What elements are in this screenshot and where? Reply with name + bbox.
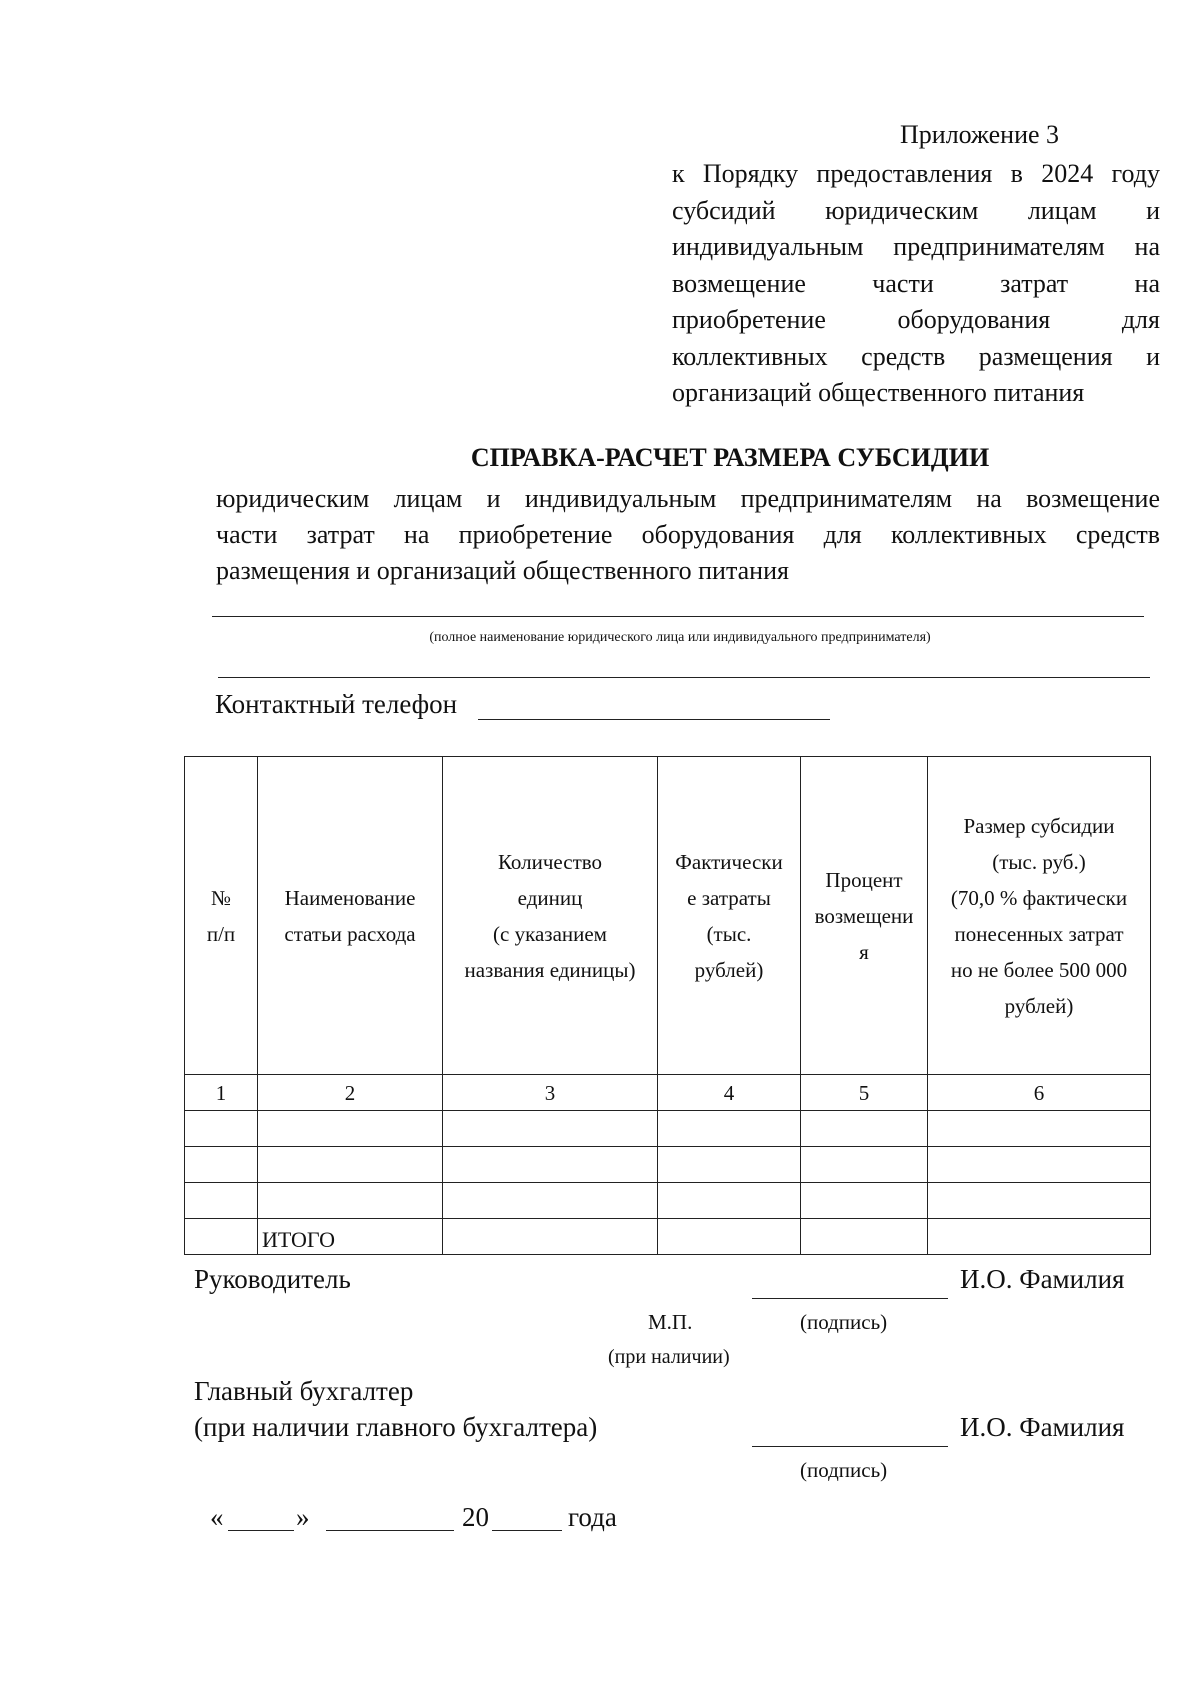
- stamp-note: (при наличии): [608, 1346, 730, 1368]
- contact-phone-label: Контактный телефон: [215, 689, 458, 719]
- table-row: [185, 1147, 1151, 1183]
- accountant-name: И.О. Фамилия: [960, 1412, 1125, 1442]
- column-number-row: [185, 1075, 1151, 1111]
- total-row: [185, 1219, 1151, 1255]
- table-cell[interactable]: [185, 1219, 258, 1255]
- table-cell[interactable]: [185, 1183, 258, 1219]
- header-cell-subsidy-amount: Размер субсидии (тыс. руб.) (70,0 % фактически понесенных затрат но не более 500 000 рублей): [928, 757, 1151, 1075]
- subtitle-line: юридическим лицам и индивидуальным предпринимателям на возмещение: [216, 484, 1160, 513]
- document-subtitle: [216, 482, 1160, 590]
- stamp-label: М.П.: [648, 1310, 693, 1334]
- date-close-quote: »: [296, 1502, 310, 1532]
- total-label: ИТОГО: [258, 1219, 443, 1255]
- table-cell[interactable]: [258, 1183, 443, 1219]
- table-cell[interactable]: [443, 1219, 658, 1255]
- column-number: 6: [928, 1075, 1151, 1111]
- date-open-quote: «: [210, 1502, 224, 1532]
- table-cell[interactable]: [258, 1147, 443, 1183]
- table-row: [185, 1183, 1151, 1219]
- header-cell-reimbursement-percent: Процент возмещени я: [801, 757, 928, 1075]
- appendix-line: организаций общественного питания: [672, 378, 1085, 407]
- date-year-field[interactable]: [492, 1530, 562, 1531]
- column-number: 2: [258, 1075, 443, 1111]
- table-cell[interactable]: [658, 1219, 801, 1255]
- table-cell[interactable]: [443, 1183, 658, 1219]
- head-signature-caption: (подпись): [800, 1310, 888, 1334]
- column-number: 3: [443, 1075, 658, 1111]
- table-header-row: [185, 757, 1151, 1075]
- table-cell[interactable]: [658, 1111, 801, 1147]
- table-cell[interactable]: [928, 1219, 1151, 1255]
- applicant-name-line-2[interactable]: [218, 677, 1150, 678]
- date-year-prefix: 20: [462, 1502, 489, 1532]
- column-number: 4: [658, 1075, 801, 1111]
- header-cell-actual-costs: Фактически е затраты (тыс. рублей): [658, 757, 801, 1075]
- header-cell-quantity: Количество единиц (с указанием названия единицы): [443, 757, 658, 1075]
- date-day-field[interactable]: [228, 1530, 294, 1531]
- table-cell[interactable]: [185, 1147, 258, 1183]
- subsidy-calculation-table: [184, 756, 1151, 1255]
- table-cell[interactable]: [928, 1111, 1151, 1147]
- appendix-line: приобретение оборудования для: [672, 305, 1160, 334]
- contact-phone-field[interactable]: [478, 719, 830, 720]
- table-cell[interactable]: [801, 1147, 928, 1183]
- date-month-field[interactable]: [326, 1530, 454, 1531]
- date-year-suffix: года: [568, 1502, 617, 1532]
- appendix-line: индивидуальным предпринимателям на: [672, 232, 1160, 261]
- table-cell[interactable]: [801, 1111, 928, 1147]
- head-label: Руководитель: [194, 1264, 351, 1294]
- table-cell[interactable]: [928, 1183, 1151, 1219]
- appendix-reference: [672, 156, 1160, 412]
- accountant-label: Главный бухгалтер: [194, 1376, 414, 1406]
- header-cell-number: № п/п: [185, 757, 258, 1075]
- accountant-note: (при наличии главного бухгалтера): [194, 1412, 598, 1442]
- head-name: И.О. Фамилия: [960, 1264, 1125, 1294]
- accountant-signature-line[interactable]: [752, 1446, 948, 1447]
- table-cell[interactable]: [658, 1147, 801, 1183]
- head-signature-line[interactable]: [752, 1298, 948, 1299]
- table-cell[interactable]: [928, 1147, 1151, 1183]
- document-title: СПРАВКА-РАСЧЕТ РАЗМЕРА СУБСИДИИ: [470, 443, 990, 472]
- table-cell[interactable]: [658, 1183, 801, 1219]
- appendix-line: субсидий юридическим лицам и: [672, 195, 1160, 225]
- table-cell[interactable]: [443, 1147, 658, 1183]
- appendix-title: Приложение 3: [900, 120, 1060, 149]
- accountant-signature-caption: (подпись): [800, 1458, 888, 1482]
- header-cell-expense-name: Наименование статьи расхода: [258, 757, 443, 1075]
- appendix-line: возмещение части затрат на: [672, 268, 1160, 298]
- subtitle-line: части затрат на приобретение оборудования для коллективных средств: [216, 520, 1160, 549]
- table-cell[interactable]: [185, 1111, 258, 1147]
- column-number: 1: [185, 1075, 258, 1111]
- subtitle-line: размещения и организаций общественного питания: [216, 556, 789, 585]
- table-cell[interactable]: [801, 1183, 928, 1219]
- table-row: [185, 1111, 1151, 1147]
- appendix-line: к Порядку предоставления в 2024 году: [672, 159, 1160, 188]
- applicant-name-line[interactable]: [212, 616, 1144, 617]
- appendix-line: коллективных средств размещения и: [672, 341, 1160, 371]
- applicant-name-caption: (полное наименование юридического лица или индивидуального предпринимателя): [429, 630, 931, 645]
- table-cell[interactable]: [258, 1111, 443, 1147]
- table-cell[interactable]: [443, 1111, 658, 1147]
- table-cell[interactable]: [801, 1219, 928, 1255]
- column-number: 5: [801, 1075, 928, 1111]
